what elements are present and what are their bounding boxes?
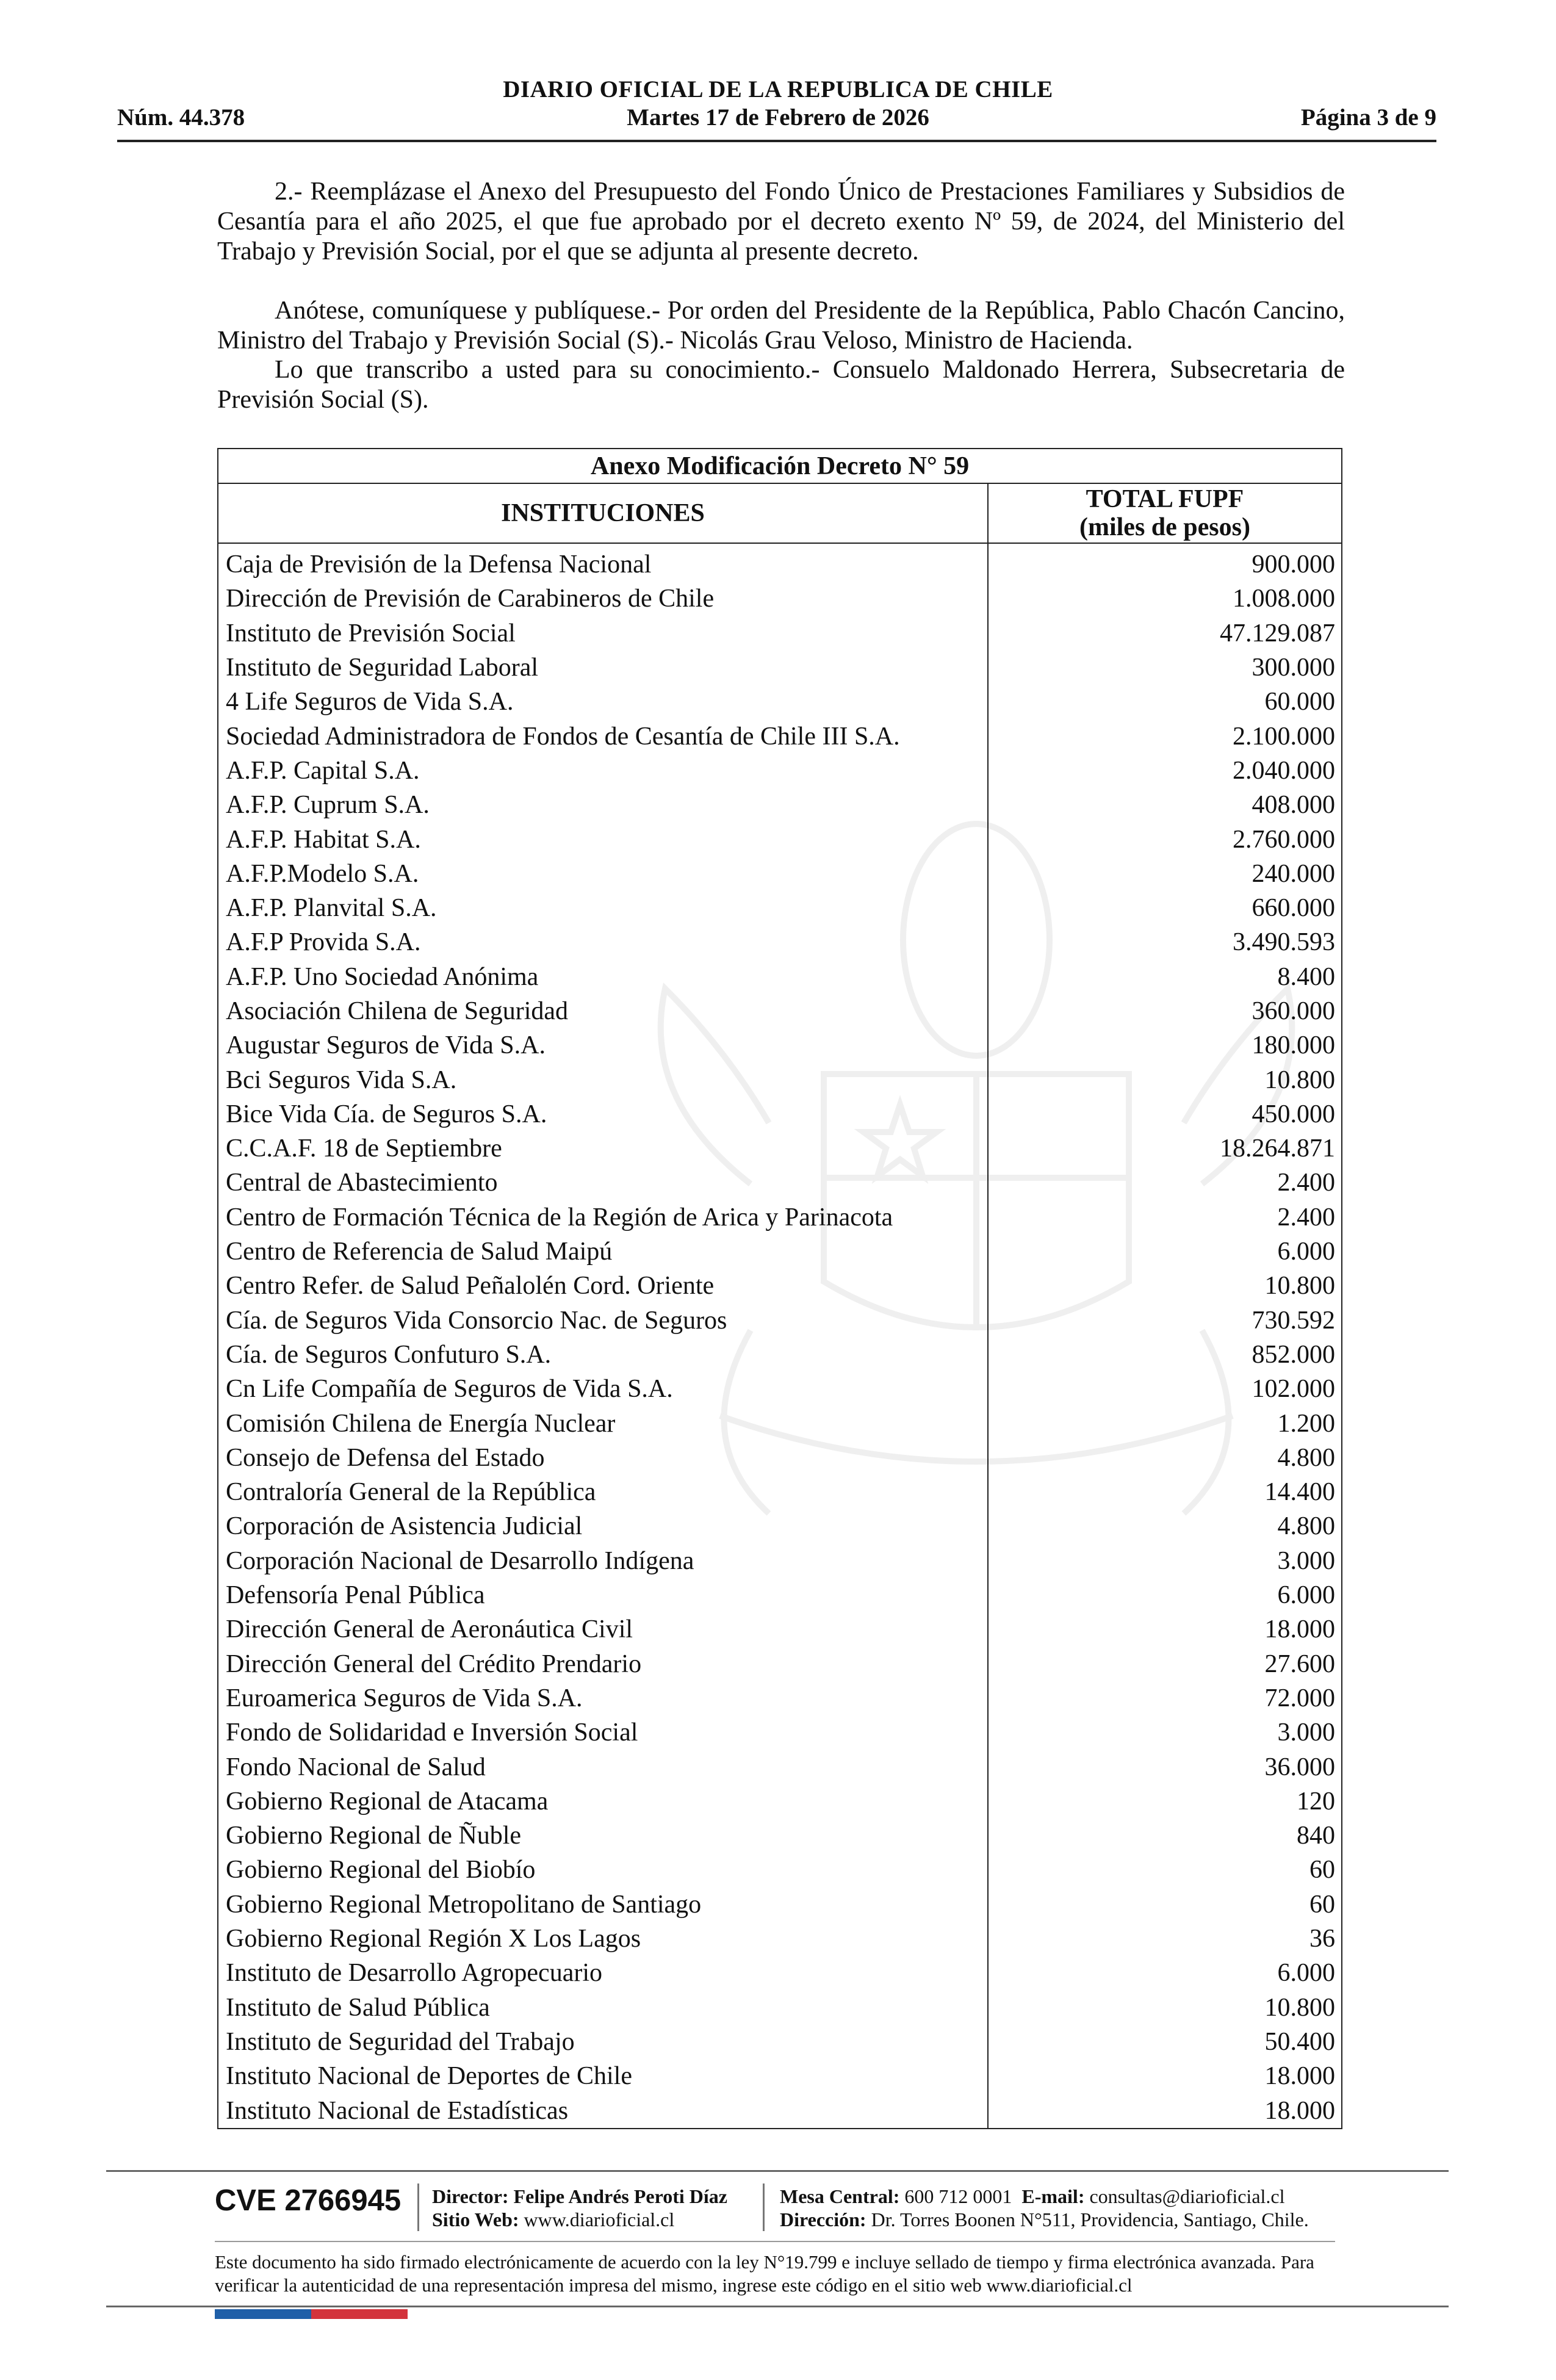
table-row bbox=[218, 822, 1342, 856]
table-row bbox=[218, 1853, 1342, 1887]
institution-total: 8.400 bbox=[1277, 962, 1335, 991]
institution-total: 2.040.000 bbox=[1233, 756, 1335, 785]
table-row bbox=[218, 685, 1342, 719]
email-link[interactable]: consultas@diarioficial.cl bbox=[1089, 2185, 1285, 2207]
institution-name: A.F.P. Capital S.A. bbox=[218, 754, 988, 788]
institution-name: Dirección General del Crédito Prendario bbox=[218, 1647, 988, 1681]
table-row bbox=[218, 1578, 1342, 1612]
institution-total: 2.760.000 bbox=[1233, 825, 1335, 854]
institution-name: Dirección de Previsión de Carabineros de Chile bbox=[218, 582, 988, 616]
institution-name: Bci Seguros Vida S.A. bbox=[218, 1062, 988, 1097]
institution-total: 18.000 bbox=[1264, 2096, 1335, 2125]
institution-total: 1.008.000 bbox=[1233, 585, 1335, 613]
table-row bbox=[218, 1544, 1342, 1578]
table-row bbox=[218, 1269, 1342, 1303]
institution-name: Bice Vida Cía. de Seguros S.A. bbox=[218, 1097, 988, 1131]
table-row bbox=[218, 1406, 1342, 1440]
institution-total: 408.000 bbox=[1252, 791, 1335, 820]
table-row bbox=[218, 994, 1342, 1028]
institution-name: Gobierno Regional Región X Los Lagos bbox=[218, 1922, 988, 1956]
table-row bbox=[218, 925, 1342, 959]
table-body bbox=[218, 543, 1342, 2129]
table-row bbox=[218, 1681, 1342, 1715]
table-row bbox=[218, 1990, 1342, 2024]
institution-name: Gobierno Regional del Biobío bbox=[218, 1853, 988, 1887]
footer-separator bbox=[763, 2183, 765, 2231]
table-row bbox=[218, 1441, 1342, 1475]
email-label: E-mail: bbox=[1021, 2185, 1085, 2207]
institution-name: Cía. de Seguros Vida Consorcio Nac. de Seguros bbox=[218, 1304, 988, 1338]
web-link[interactable]: www.diarioficial.cl bbox=[524, 2209, 675, 2230]
institution-total: 852.000 bbox=[1252, 1340, 1335, 1369]
issue-date: Martes 17 de Febrero de 2026 bbox=[627, 104, 929, 131]
institution-total: 4.800 bbox=[1277, 1512, 1335, 1541]
table-row bbox=[218, 2025, 1342, 2059]
web-label: Sitio Web: bbox=[432, 2209, 519, 2230]
table-row bbox=[218, 2093, 1342, 2128]
institution-name: Instituto de Seguridad Laboral bbox=[218, 651, 988, 685]
institution-total: 18.000 bbox=[1264, 2062, 1335, 2091]
table-row bbox=[218, 960, 1342, 994]
table-row bbox=[218, 788, 1342, 822]
institution-total: 6.000 bbox=[1277, 1238, 1335, 1266]
institution-name: Instituto Nacional de Deportes de Chile bbox=[218, 2059, 988, 2093]
cve-code: CVE 2766945 bbox=[215, 2184, 402, 2217]
footer-separator bbox=[417, 2183, 419, 2231]
institution-name: Cía. de Seguros Confuturo S.A. bbox=[218, 1338, 988, 1372]
institution-name: Instituto Nacional de Estadísticas bbox=[218, 2093, 988, 2128]
institution-total: 47.129.087 bbox=[1220, 619, 1335, 647]
institution-name: A.F.P Provida S.A. bbox=[218, 925, 988, 959]
institution-name: Asociación Chilena de Seguridad bbox=[218, 994, 988, 1028]
institution-total: 2.400 bbox=[1277, 1203, 1335, 1231]
institution-total: 660.000 bbox=[1252, 894, 1335, 923]
institution-total: 60.000 bbox=[1264, 688, 1335, 716]
address-label: Dirección: bbox=[780, 2209, 866, 2230]
table-row bbox=[218, 543, 1342, 582]
institution-total: 6.000 bbox=[1277, 1959, 1335, 1988]
institution-name: Centro de Formación Técnica de la Región de Arica y Parinacota bbox=[218, 1200, 988, 1235]
column-header-total bbox=[988, 483, 1342, 543]
table-row bbox=[218, 1784, 1342, 1819]
director-name: Felipe Andrés Peroti Díaz bbox=[513, 2185, 727, 2207]
mesa-phone: 600 712 0001 bbox=[904, 2185, 1012, 2207]
institution-name: A.F.P. Cuprum S.A. bbox=[218, 788, 988, 822]
institution-name: C.C.A.F. 18 de Septiembre bbox=[218, 1131, 988, 1166]
institution-total: 1.200 bbox=[1277, 1409, 1335, 1438]
footer-divider-bottom bbox=[106, 2306, 1449, 2307]
table-row bbox=[218, 1062, 1342, 1097]
institution-name: Instituto de Salud Pública bbox=[218, 1990, 988, 2024]
institution-name: Caja de Previsión de la Defensa Nacional bbox=[218, 543, 988, 582]
institution-total: 72.000 bbox=[1264, 1684, 1335, 1712]
institution-total: 50.400 bbox=[1264, 2027, 1335, 2056]
director-block bbox=[432, 2185, 727, 2231]
institution-total: 27.600 bbox=[1264, 1650, 1335, 1678]
institution-total: 730.592 bbox=[1252, 1306, 1335, 1335]
institution-name: Central de Abastecimiento bbox=[218, 1166, 988, 1200]
table-row bbox=[218, 1028, 1342, 1062]
table-row bbox=[218, 1475, 1342, 1509]
table-row bbox=[218, 1372, 1342, 1406]
institution-name: Contraloría General de la República bbox=[218, 1475, 988, 1509]
annex-table bbox=[217, 448, 1342, 2129]
footer-divider-mid bbox=[215, 2241, 1335, 2242]
table-row bbox=[218, 754, 1342, 788]
institution-total: 240.000 bbox=[1252, 859, 1335, 888]
table-row bbox=[218, 1304, 1342, 1338]
column-header-institutions: INSTITUCIONES bbox=[218, 483, 988, 543]
institution-name: A.F.P. Uno Sociedad Anónima bbox=[218, 960, 988, 994]
institution-total: 180.000 bbox=[1252, 1031, 1335, 1060]
institution-name: Comisión Chilena de Energía Nuclear bbox=[218, 1406, 988, 1440]
institution-total: 18.264.871 bbox=[1220, 1134, 1335, 1163]
contact-block bbox=[780, 2185, 1309, 2231]
institution-total: 3.000 bbox=[1277, 1718, 1335, 1747]
institution-total: 2.400 bbox=[1277, 1169, 1335, 1197]
institution-name: Instituto de Desarrollo Agropecuario bbox=[218, 1956, 988, 1990]
table-row bbox=[218, 719, 1342, 753]
table-row bbox=[218, 1888, 1342, 1922]
institution-name: Instituto de Previsión Social bbox=[218, 616, 988, 651]
institution-name: Defensoría Penal Pública bbox=[218, 1578, 988, 1612]
institution-name: Augustar Seguros de Vida S.A. bbox=[218, 1028, 988, 1062]
director-label: Director: bbox=[432, 2185, 509, 2207]
table-row bbox=[218, 1612, 1342, 1646]
institution-total: 3.490.593 bbox=[1233, 928, 1335, 957]
institution-total: 360.000 bbox=[1252, 997, 1335, 1025]
table-row bbox=[218, 1819, 1342, 1853]
institution-total: 10.800 bbox=[1264, 1066, 1335, 1094]
institution-name: Fondo Nacional de Salud bbox=[218, 1750, 988, 1784]
institution-total: 102.000 bbox=[1252, 1375, 1335, 1404]
table-row bbox=[218, 2059, 1342, 2093]
table-row bbox=[218, 1097, 1342, 1131]
table-row bbox=[218, 1200, 1342, 1235]
institution-total: 60 bbox=[1309, 1890, 1335, 1919]
institution-name: Centro de Referencia de Salud Maipú bbox=[218, 1235, 988, 1269]
table-row bbox=[218, 1922, 1342, 1956]
institution-total: 10.800 bbox=[1264, 1272, 1335, 1300]
institution-total: 10.800 bbox=[1264, 1993, 1335, 2022]
institution-total: 120 bbox=[1297, 1787, 1335, 1816]
institution-name: Gobierno Regional de Ñuble bbox=[218, 1819, 988, 1853]
table-row bbox=[218, 1647, 1342, 1681]
table-row bbox=[218, 1956, 1342, 1990]
institution-total: 36.000 bbox=[1264, 1753, 1335, 1781]
institution-total: 36 bbox=[1309, 1925, 1335, 1953]
signature-paragraph: Anótese, comuníquese y publíquese.- Por orden del Presidente de la República, Pablo Chacón Cancino, Ministro del Trabajo y Previsión Social (S).- Nicolás Grau Veloso, Ministro de Hacienda. bbox=[217, 297, 1345, 355]
institution-name: Consejo de Defensa del Estado bbox=[218, 1441, 988, 1475]
flag-stripe-blue bbox=[215, 2309, 311, 2319]
institution-name: Euroamerica Seguros de Vida S.A. bbox=[218, 1681, 988, 1715]
institution-name: Gobierno Regional Metropolitano de Santiago bbox=[218, 1888, 988, 1922]
institution-total: 6.000 bbox=[1277, 1581, 1335, 1610]
institution-name: Sociedad Administradora de Fondos de Cesantía de Chile III S.A. bbox=[218, 719, 988, 753]
institution-name: Cn Life Compañía de Seguros de Vida S.A. bbox=[218, 1372, 988, 1406]
table-row bbox=[218, 857, 1342, 891]
institution-total: 18.000 bbox=[1264, 1615, 1335, 1644]
footer-divider-top bbox=[106, 2170, 1449, 2172]
table-row bbox=[218, 1166, 1342, 1200]
table-row bbox=[218, 1750, 1342, 1784]
institution-name: Fondo de Solidaridad e Inversión Social bbox=[218, 1715, 988, 1750]
table-row bbox=[218, 1235, 1342, 1269]
address-value: Dr. Torres Boonen N°511, Providencia, Santiago, Chile. bbox=[871, 2209, 1309, 2230]
table-row bbox=[218, 616, 1342, 651]
flag-stripe-red bbox=[311, 2309, 408, 2319]
mesa-label: Mesa Central: bbox=[780, 2185, 900, 2207]
institution-total: 450.000 bbox=[1252, 1100, 1335, 1128]
table-caption: Anexo Modificación Decreto N° 59 bbox=[218, 449, 1342, 483]
institution-name: A.F.P. Habitat S.A. bbox=[218, 822, 988, 856]
institution-name: Dirección General de Aeronáutica Civil bbox=[218, 1612, 988, 1646]
publication-title: DIARIO OFICIAL DE LA REPUBLICA DE CHILE bbox=[503, 76, 1053, 103]
institution-total: 60 bbox=[1309, 1856, 1335, 1884]
institution-name: Instituto de Seguridad del Trabajo bbox=[218, 2025, 988, 2059]
column-header-total-line1: TOTAL FUPF bbox=[1086, 485, 1244, 513]
institution-name: Corporación Nacional de Desarrollo Indígena bbox=[218, 1544, 988, 1578]
header-divider bbox=[117, 140, 1436, 142]
institution-total: 300.000 bbox=[1252, 654, 1335, 682]
table-row bbox=[218, 1338, 1342, 1372]
institution-total: 3.000 bbox=[1277, 1546, 1335, 1575]
legal-notice: Este documento ha sido firmado electrónicamente de acuerdo con la ley N°19.799 e incluye sellado de tiempo y firma electrónica avanzada. Para verificar la autenticidad de una representación impresa del mismo, ingrese este código en el sitio web www.diarioficial.cl bbox=[215, 2251, 1314, 2296]
table-row bbox=[218, 582, 1342, 616]
institution-total: 14.400 bbox=[1264, 1478, 1335, 1507]
column-header-total-line2: (miles de pesos) bbox=[1079, 513, 1250, 541]
table-row bbox=[218, 1509, 1342, 1543]
table-row bbox=[218, 891, 1342, 925]
institution-name: Corporación de Asistencia Judicial bbox=[218, 1509, 988, 1543]
institution-total: 2.100.000 bbox=[1233, 722, 1335, 751]
institution-name: 4 Life Seguros de Vida S.A. bbox=[218, 685, 988, 719]
transcription-paragraph: Lo que transcribo a usted para su conocimiento.- Consuelo Maldonado Herrera, Subsecretaria de Previsión Social (S). bbox=[217, 356, 1345, 414]
page-indicator: Página 3 de 9 bbox=[1300, 104, 1436, 131]
institution-name: Gobierno Regional de Atacama bbox=[218, 1784, 988, 1819]
institution-total: 840 bbox=[1297, 1822, 1335, 1850]
institution-name: A.F.P.Modelo S.A. bbox=[218, 857, 988, 891]
decree-paragraph-2: 2.- Reemplázase el Anexo del Presupuesto del Fondo Único de Prestaciones Familiares y Subsidios de Cesantía para el año 2025, el que fue aprobado por el decreto exento Nº 59, de 2024, del Ministerio del Trabajo y Previsión Social, por el que se adjunta al presente decreto. bbox=[217, 178, 1345, 265]
issue-number: Núm. 44.378 bbox=[117, 104, 245, 131]
institution-name: Centro Refer. de Salud Peñalolén Cord. Oriente bbox=[218, 1269, 988, 1303]
table-row bbox=[218, 1131, 1342, 1166]
institution-name: A.F.P. Planvital S.A. bbox=[218, 891, 988, 925]
table-row bbox=[218, 651, 1342, 685]
table-row bbox=[218, 1715, 1342, 1750]
institution-total: 4.800 bbox=[1277, 1443, 1335, 1472]
institution-total: 900.000 bbox=[1252, 550, 1335, 579]
